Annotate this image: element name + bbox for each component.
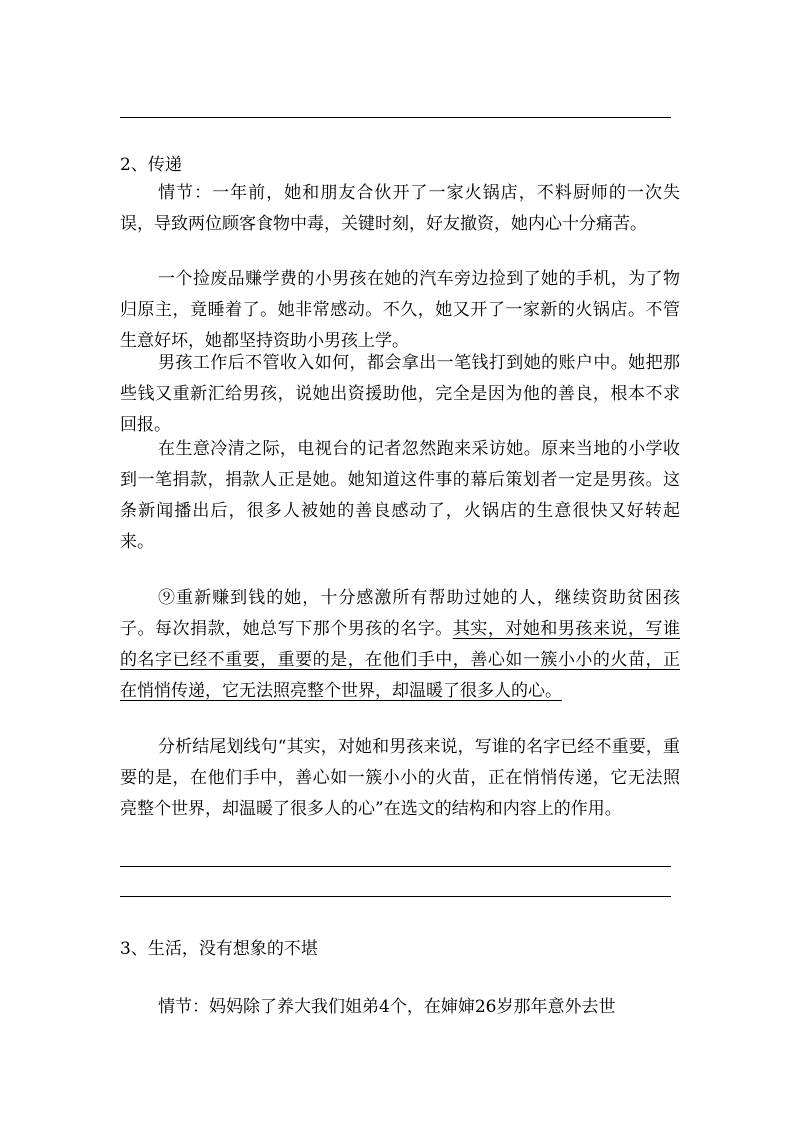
answer-line xyxy=(120,866,671,867)
paragraph-text: ⑨重新赚到钱的她，十分感激所有帮助过她的人，继续资助贫困孩子。每次捐款，她总写下那个男孩的名字。 xyxy=(120,588,680,639)
section-heading: 2、传递 xyxy=(120,155,182,175)
plot-paragraph: 情节：一年前，她和朋友合伙开了一家火锅店，不料厨师的一次失误，导致两位顾客食物中毒，关键时刻，好友撤资，她内心十分痛苦。 xyxy=(120,183,680,234)
paragraph: 男孩工作后不管收入如何，都会拿出一笔钱打到她的账户中。她把那些钱又重新汇给男孩，说她出资援助他，完全是因为他的善良，根本不求回报。 xyxy=(120,353,680,435)
plot-paragraph: 情节：妈妈除了养大我们姐弟4个，在婶婶26岁那年意外去世 xyxy=(158,997,616,1017)
paragraph-with-underline xyxy=(120,583,680,707)
paragraph: 在生意冷清之际，电视台的记者忽然跑来采访她。原来当地的小学收到一笔捐款，捐款人正是她。她知道这件事的幕后策划者一定是男孩。这条新闻播出后，很多人被她的善良感动了，火锅店的生意很快又好转起来。 xyxy=(120,439,680,552)
answer-line xyxy=(120,896,671,897)
section-heading: 3、生活，没有想象的不堪 xyxy=(120,939,318,959)
underlined-sentence: 其实，对她和男孩来说，写谁的名字已经不重要，重要的是，在他们手中，善心如一簇小小的火苗，正在悄悄传递，它无法照亮整个世界，却温暖了很多人的心。 xyxy=(120,619,681,701)
paragraph: 一个捡废品赚学费的小男孩在她的汽车旁边捡到了她的手机，为了物归原主，竟睡着了。她非常感动。不久，她又开了一家新的火锅店。不管生意好坏，她都坚持资助小男孩上学。 xyxy=(120,269,680,351)
question-paragraph: 分析结尾划线句“其实，对她和男孩来说，写谁的名字已经不重要，重要的是，在他们手中，善心如一簇小小的火苗，正在悄悄传递，它无法照亮整个世界，却温暖了很多人的心”在选文的结构和内容上的作用。 xyxy=(120,737,680,819)
answer-line xyxy=(120,117,671,118)
